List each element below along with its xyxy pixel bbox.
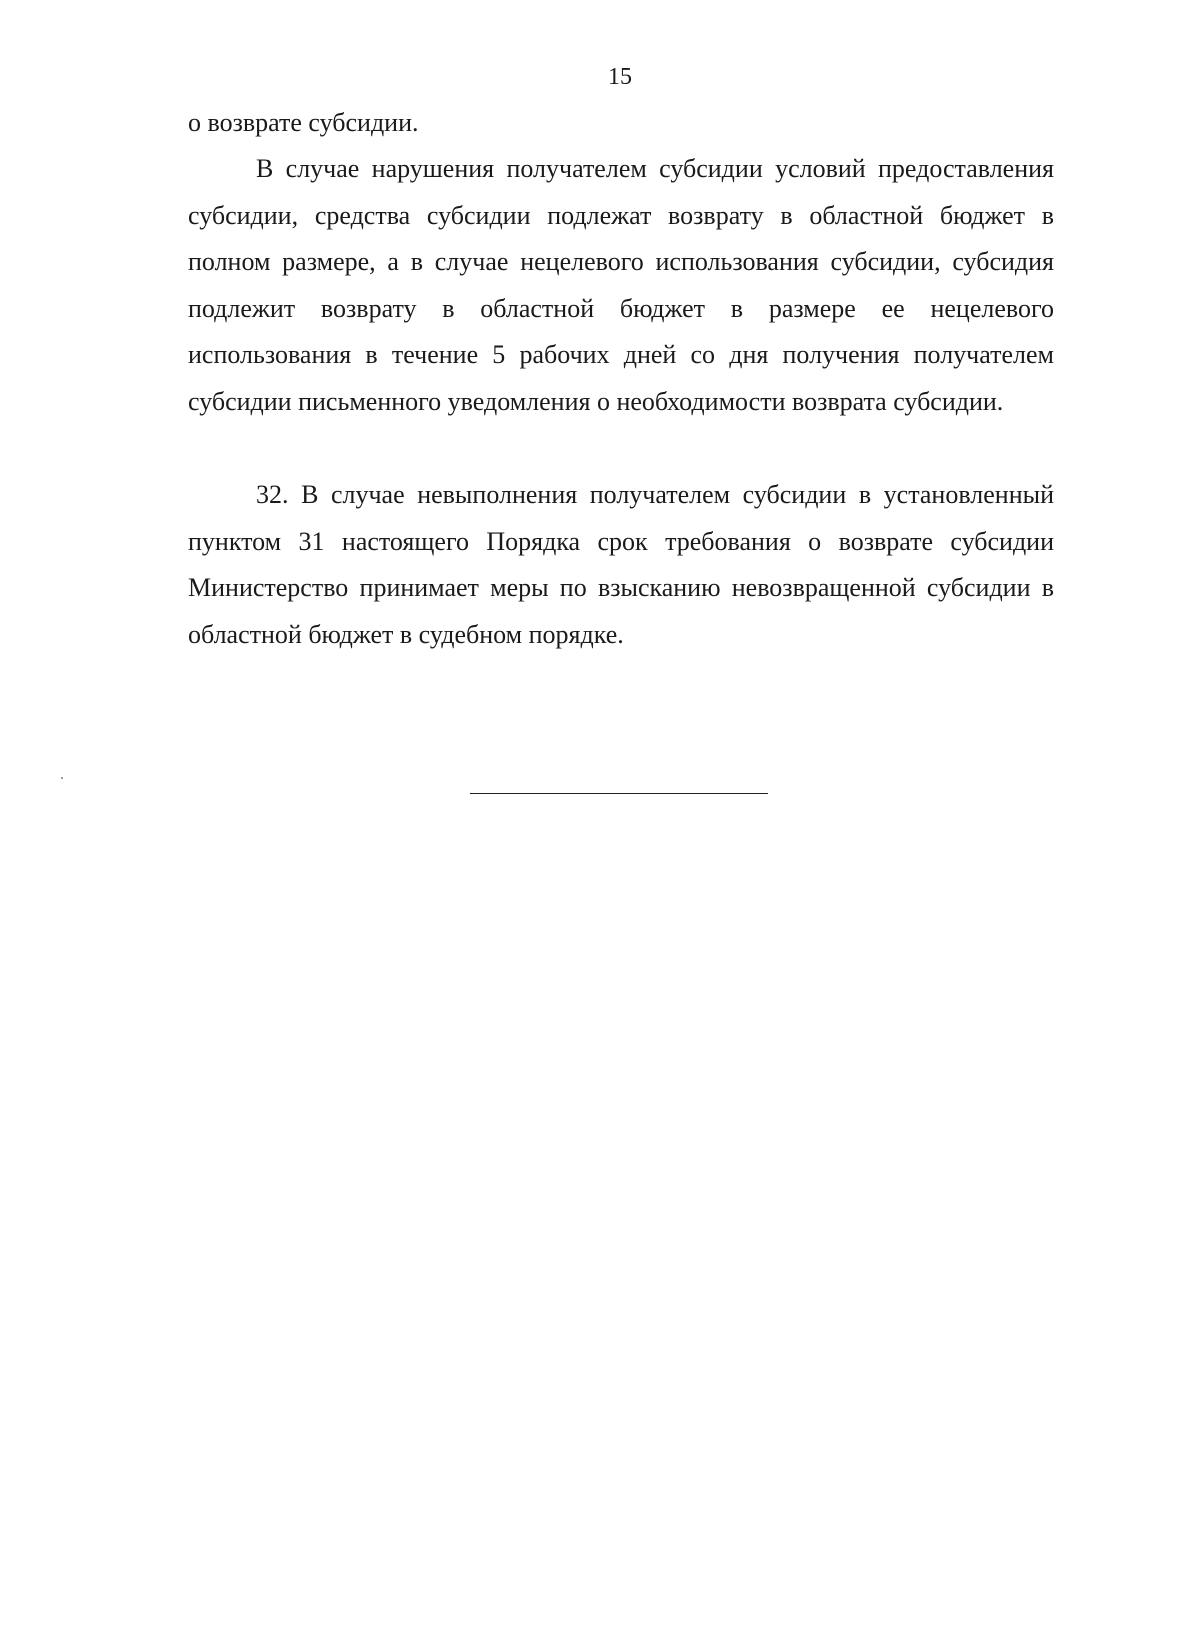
continuation-line: о возврате субсидии. xyxy=(188,108,419,137)
scan-artifact-dot xyxy=(61,777,63,779)
page-number: 15 xyxy=(608,64,632,90)
paragraph-32-court-recovery: 32. В случае невыполнения получателем субсидии в установленный пунктом 31 настоящего Порядка срок требования о возврате субсидии Министерство принимает меры по взысканию невозвращенной субсидии в областной бюджет в судебном порядке. xyxy=(188,480,1054,649)
paragraph-violation-refund: В случае нарушения получателем субсидии условий предоставления субсидии, средства субсидии подлежат возврату в областной бюджет в полном размере, а в случае нецелевого использования субсидии, субсидия подлежит возврату в областной бюджет в размере ее нецелевого использования в течение 5 рабочих дней со дня получения получателем субсидии письменного уведомления о необходимости возврата субсидии. xyxy=(188,154,1054,416)
end-separator-line xyxy=(470,793,768,794)
